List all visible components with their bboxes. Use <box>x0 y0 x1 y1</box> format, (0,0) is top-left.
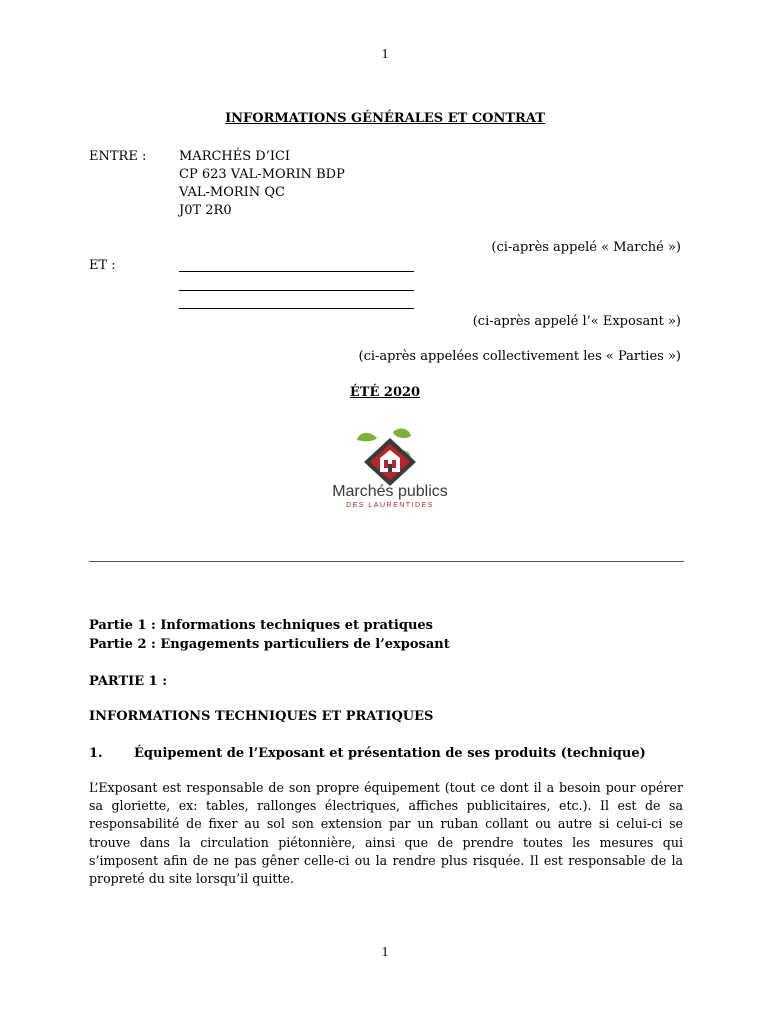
page-number-top: 1 <box>381 47 389 62</box>
marche-note: (ci-après appelé « Marché ») <box>491 240 681 255</box>
page-number-bottom: 1 <box>381 945 389 960</box>
toc-item-partie-2: Partie 2 : Engagements particuliers de l’exposant <box>89 637 450 652</box>
address-line-1: MARCHÉS D’ICI <box>179 149 291 164</box>
exposant-blank-line-3 <box>179 308 414 309</box>
logo-name: Marchés publics <box>332 483 448 500</box>
partie-heading: PARTIE 1 : <box>89 674 168 689</box>
parties-note: (ci-après appelées collectivement les « Parties ») <box>358 349 681 364</box>
exposant-note: (ci-après appelé l’« Exposant ») <box>472 314 681 329</box>
item-number: 1. <box>89 746 103 761</box>
season-heading: ÉTÉ 2020 <box>349 385 421 400</box>
equipment-paragraph: L’Exposant est responsable de son propre équipement (tout ce dont il a besoin pour opérer sa gloriette, ex: tables, rallonges électriques, affiches publicitaires, etc.). Il est de sa responsabilité de fixer au sol son extension par un ruban collant ou autre si celui-ci se trouve dans la circulation piétonnière, ainsi que de prendre toutes les mesures qui s’imposent afin de ne pas gêner celle-ci ou la rendre plus risquée. Il est responsable de la propreté du site lorsqu’il quitte. <box>89 780 683 887</box>
exposant-blank-line-2 <box>179 290 414 291</box>
entre-label: ENTRE : <box>89 149 147 164</box>
logo-subtitle: DES LAURENTIDES <box>346 502 434 509</box>
document-title: INFORMATIONS GÉNÉRALES ET CONTRAT <box>225 111 545 126</box>
toc-item-partie-1: Partie 1 : Informations techniques et pratiques <box>89 618 433 633</box>
marches-publics-logo <box>325 426 455 516</box>
address-line-4: J0T 2R0 <box>179 203 232 218</box>
item-title: Équipement de l’Exposant et présentation de ses produits (technique) <box>134 746 646 761</box>
section-heading: INFORMATIONS TECHNIQUES ET PRATIQUES <box>89 709 434 724</box>
address-line-2: CP 623 VAL-MORIN BDP <box>179 167 345 182</box>
et-label: ET : <box>89 258 116 273</box>
section-divider <box>89 561 684 562</box>
address-line-3: VAL-MORIN QC <box>179 185 285 200</box>
exposant-blank-line-1 <box>179 271 414 272</box>
logo-house-icon <box>325 426 455 490</box>
